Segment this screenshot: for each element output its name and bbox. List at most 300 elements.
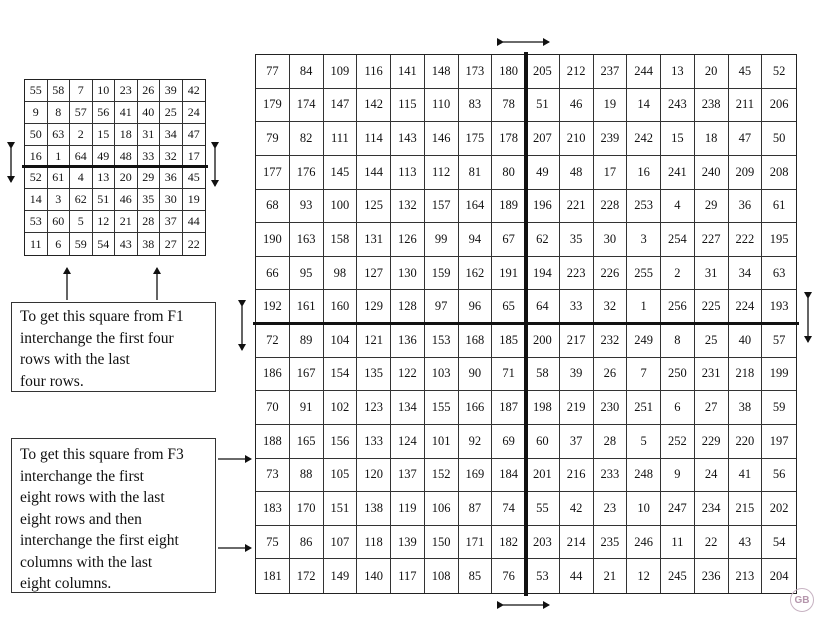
grid-cell: 254 <box>661 223 695 257</box>
grid-cell: 173 <box>459 55 493 89</box>
grid-cell: 187 <box>492 391 526 425</box>
grid-cell: 57 <box>70 102 93 124</box>
grid-cell: 47 <box>183 124 206 146</box>
grid-cell: 1 <box>627 290 661 324</box>
grid-cell: 85 <box>459 559 493 593</box>
grid-cell: 183 <box>256 492 290 526</box>
grid-cell: 89 <box>290 324 324 358</box>
grid-cell: 192 <box>256 290 290 324</box>
grid-cell: 255 <box>627 257 661 291</box>
grid-cell: 53 <box>25 211 48 233</box>
grid-cell: 110 <box>425 89 459 123</box>
grid-cell: 230 <box>594 391 628 425</box>
grid-cell: 7 <box>627 358 661 392</box>
grid-cell: 55 <box>25 80 48 102</box>
grid-cell: 136 <box>391 324 425 358</box>
grid-cell: 9 <box>661 459 695 493</box>
grid-cell: 196 <box>526 190 560 224</box>
grid-cell: 188 <box>256 425 290 459</box>
grid-cell: 123 <box>357 391 391 425</box>
grid-cell: 165 <box>290 425 324 459</box>
grid-cell: 13 <box>661 55 695 89</box>
grid-cell: 178 <box>492 122 526 156</box>
grid-cell: 29 <box>138 168 161 190</box>
grid-cell: 158 <box>324 223 358 257</box>
grid-cell: 14 <box>25 189 48 211</box>
grid-cell: 36 <box>160 168 183 190</box>
grid-cell: 57 <box>762 324 796 358</box>
grid-cell: 124 <box>391 425 425 459</box>
grid-cell: 204 <box>769 568 789 583</box>
grid-cell: 128 <box>391 290 425 324</box>
grid-cell: 102 <box>324 391 358 425</box>
grid-cell: 145 <box>324 156 358 190</box>
grid-cell: 139 <box>391 526 425 560</box>
grid-cell: 7 <box>70 80 93 102</box>
grid-cell: 175 <box>459 122 493 156</box>
grid-cell: 10 <box>627 492 661 526</box>
grid-cell: 184 <box>492 459 526 493</box>
grid-cell: 6 <box>48 233 71 255</box>
grid-cell: 22 <box>695 526 729 560</box>
grid-cell: 52 <box>762 55 796 89</box>
grid-cell: 61 <box>762 190 796 224</box>
grid-cell: 190 <box>256 223 290 257</box>
grid-cell: 37 <box>560 425 594 459</box>
grid-cell: 30 <box>160 189 183 211</box>
grid-cell: 179 <box>256 89 290 123</box>
grid-cell: 60 <box>526 425 560 459</box>
grid-cell: 180 <box>492 55 526 89</box>
grid-cell: 58 <box>48 80 71 102</box>
grid-cell: 82 <box>290 122 324 156</box>
grid-cell: 40 <box>138 102 161 124</box>
grid-cell: 28 <box>594 425 628 459</box>
grid-cell: 16 <box>25 146 48 168</box>
grid-cell: 226 <box>594 257 628 291</box>
grid-cell: 28 <box>138 211 161 233</box>
grid-cell: 135 <box>357 358 391 392</box>
grid-cell: 189 <box>492 190 526 224</box>
grid-cell: 193 <box>762 290 796 324</box>
grid-cell: 62 <box>526 223 560 257</box>
grid-cell: 174 <box>290 89 324 123</box>
grid-cell: 206 <box>762 89 796 123</box>
grid-cell: 19 <box>594 89 628 123</box>
grid-cell: 186 <box>256 358 290 392</box>
grid-cell: 238 <box>695 89 729 123</box>
grid-cell: 236 <box>695 559 729 593</box>
grid-cell: 152 <box>425 459 459 493</box>
grid-cell: 18 <box>695 122 729 156</box>
grid-cell: 45 <box>183 168 206 190</box>
grid-cell: 111 <box>324 122 358 156</box>
grid-cell: 227 <box>695 223 729 257</box>
grid-cell: 63 <box>762 257 796 291</box>
grid-cell: 138 <box>357 492 391 526</box>
grid-cell: 26 <box>594 358 628 392</box>
grid-cell: 23 <box>115 80 138 102</box>
grid-cell: 96 <box>459 290 493 324</box>
grid-cell: 159 <box>425 257 459 291</box>
grid-cell: 91 <box>290 391 324 425</box>
grid-cell: 47 <box>729 122 763 156</box>
grid-cell: 20 <box>115 168 138 190</box>
grid-cell: 87 <box>459 492 493 526</box>
grid-cell: 46 <box>115 189 138 211</box>
grid-cell: 212 <box>560 55 594 89</box>
grid-cell: 5 <box>627 425 661 459</box>
grid-cell: 44 <box>183 211 206 233</box>
grid-cell: 129 <box>357 290 391 324</box>
grid-cell: 194 <box>526 257 560 291</box>
grid-cell: 106 <box>425 492 459 526</box>
grid-cell: 234 <box>695 492 729 526</box>
grid-cell: 16 <box>627 156 661 190</box>
grid-cell: 36 <box>729 190 763 224</box>
grid-cell: 132 <box>391 190 425 224</box>
grid-cell: 33 <box>560 290 594 324</box>
grid-cell: 14 <box>627 89 661 123</box>
grid-cell: 42 <box>183 80 206 102</box>
grid-cell: 95 <box>290 257 324 291</box>
grid-cell: 34 <box>729 257 763 291</box>
grid-cell: 127 <box>357 257 391 291</box>
grid-cell: 56 <box>762 459 796 493</box>
grid-cell: 93 <box>290 190 324 224</box>
grid-cell: 149 <box>324 559 358 593</box>
grid-cell: 249 <box>627 324 661 358</box>
grid-cell: 202 <box>762 492 796 526</box>
grid-cell: 27 <box>695 391 729 425</box>
grid-cell: 24 <box>695 459 729 493</box>
grid-cell: 31 <box>695 257 729 291</box>
grid-cell: 223 <box>560 257 594 291</box>
grid-cell: 208 <box>762 156 796 190</box>
grid-cell: 232 <box>594 324 628 358</box>
grid-cell: 164 <box>459 190 493 224</box>
grid-cell: 118 <box>357 526 391 560</box>
grid-cell: 41 <box>115 102 138 124</box>
grid-cell: 242 <box>627 122 661 156</box>
grid-cell: 59 <box>70 233 93 255</box>
grid-cell: 134 <box>391 391 425 425</box>
grid-cell: 9 <box>25 102 48 124</box>
grid-cell: 99 <box>425 223 459 257</box>
grid-cell: 166 <box>459 391 493 425</box>
grid-cell: 250 <box>661 358 695 392</box>
grid-cell: 48 <box>560 156 594 190</box>
grid-cell: 161 <box>290 290 324 324</box>
grid-cell: 122 <box>391 358 425 392</box>
grid-cell: 163 <box>290 223 324 257</box>
grid-cell: 27 <box>160 233 183 255</box>
grid-cell: 78 <box>492 89 526 123</box>
grid-cell: 38 <box>729 391 763 425</box>
grid-cell: 59 <box>762 391 796 425</box>
note-interchange-rows: To get this square from F1 interchange the first four rows with the last four rows. <box>11 302 216 392</box>
grid-cell: 21 <box>115 211 138 233</box>
grid-cell: 231 <box>695 358 729 392</box>
grid-cell: 215 <box>729 492 763 526</box>
grid-cell: 181 <box>256 559 290 593</box>
grid-cell: 12 <box>627 559 661 593</box>
grid-cell: 119 <box>391 492 425 526</box>
grid-cell: 155 <box>425 391 459 425</box>
grid-cell: 177 <box>256 156 290 190</box>
grid-cell: 112 <box>425 156 459 190</box>
grid-cell: 73 <box>256 459 290 493</box>
grid-cell: 121 <box>357 324 391 358</box>
grid-cell: 203 <box>526 526 560 560</box>
grid-cell: 45 <box>729 55 763 89</box>
grid-cell: 49 <box>93 146 116 168</box>
grid-cell: 151 <box>324 492 358 526</box>
grid-cell: 44 <box>560 559 594 593</box>
grid-cell: 15 <box>661 122 695 156</box>
grid-cell: 221 <box>560 190 594 224</box>
grid-cell: 63 <box>48 124 71 146</box>
grid-cell: 26 <box>138 80 161 102</box>
grid-cell: 209 <box>729 156 763 190</box>
grid-cell: 246 <box>627 526 661 560</box>
grid-cell: 147 <box>324 89 358 123</box>
grid-cell: 41 <box>729 459 763 493</box>
grid-cell: 65 <box>492 290 526 324</box>
grid-cell: 169 <box>459 459 493 493</box>
grid-cell: 201 <box>526 459 560 493</box>
grid-cell: 141 <box>391 55 425 89</box>
big-square-vertical-divider <box>524 52 528 596</box>
grid-cell: 220 <box>729 425 763 459</box>
grid-cell: 23 <box>594 492 628 526</box>
grid-cell: 20 <box>695 55 729 89</box>
grid-cell: 198 <box>526 391 560 425</box>
grid-cell: 11 <box>661 526 695 560</box>
grid-cell: 107 <box>324 526 358 560</box>
grid-cell: 29 <box>695 190 729 224</box>
grid-cell: 256 <box>661 290 695 324</box>
grid-cell: 69 <box>492 425 526 459</box>
grid-cell: 104 <box>324 324 358 358</box>
grid-cell: 54 <box>762 526 796 560</box>
grid-cell: 15 <box>93 124 116 146</box>
grid-cell: 171 <box>459 526 493 560</box>
grid-cell: 5 <box>70 211 93 233</box>
grid-cell: 66 <box>256 257 290 291</box>
grid-cell: 170 <box>290 492 324 526</box>
grid-cell: 83 <box>459 89 493 123</box>
grid-cell: 24 <box>183 102 206 124</box>
grid-cell: 79 <box>256 122 290 156</box>
grid-cell: 17 <box>594 156 628 190</box>
grid-cell: 39 <box>160 80 183 102</box>
grid-cell: 148 <box>425 55 459 89</box>
grid-cell: 247 <box>661 492 695 526</box>
grid-cell: 58 <box>526 358 560 392</box>
grid-cell: 241 <box>661 156 695 190</box>
grid-cell: 50 <box>762 122 796 156</box>
grid-cell: 10 <box>93 80 116 102</box>
grid-cell: 61 <box>48 168 71 190</box>
grid-cell: 133 <box>357 425 391 459</box>
grid-cell: 43 <box>729 526 763 560</box>
grid-cell: 109 <box>324 55 358 89</box>
grid-cell: 117 <box>391 559 425 593</box>
grid-cell: 51 <box>93 189 116 211</box>
grid-cell: 210 <box>560 122 594 156</box>
grid-cell: 253 <box>627 190 661 224</box>
grid-cell: 195 <box>762 223 796 257</box>
grid-cell: 12 <box>93 211 116 233</box>
grid-cell: 160 <box>324 290 358 324</box>
grid-cell: 251 <box>627 391 661 425</box>
grid-cell: 1 <box>48 146 71 168</box>
grid-cell: 75 <box>256 526 290 560</box>
grid-cell: 80 <box>492 156 526 190</box>
grid-cell: 105 <box>324 459 358 493</box>
grid-cell: 199 <box>762 358 796 392</box>
grid-cell: 237 <box>594 55 628 89</box>
grid-cell: 72 <box>256 324 290 358</box>
grid-cell: 42 <box>560 492 594 526</box>
grid-cell: 8 <box>661 324 695 358</box>
grid-cell: 144 <box>357 156 391 190</box>
grid-cell: 225 <box>695 290 729 324</box>
grid-cell: 39 <box>560 358 594 392</box>
grid-cell: 214 <box>560 526 594 560</box>
grid-cell: 101 <box>425 425 459 459</box>
grid-cell: 38 <box>138 233 161 255</box>
grid-cell: 162 <box>459 257 493 291</box>
grid-cell: 33 <box>138 146 161 168</box>
grid-cell: 200 <box>526 324 560 358</box>
grid-cell: 219 <box>560 391 594 425</box>
grid-cell: 213 <box>729 559 763 593</box>
grid-cell: 216 <box>560 459 594 493</box>
grid-cell: 34 <box>160 124 183 146</box>
note-interchange-rows-and-columns: To get this square from F3 interchange the first eight rows with the last eight rows and then interchange the first eight columns with the last eight columns. <box>11 438 216 593</box>
grid-cell: 143 <box>391 122 425 156</box>
grid-cell: 185 <box>492 324 526 358</box>
grid-cell: 71 <box>492 358 526 392</box>
grid-cell: 113 <box>391 156 425 190</box>
grid-cell: 108 <box>425 559 459 593</box>
grid-cell: 70 <box>256 391 290 425</box>
grid-cell: 74 <box>492 492 526 526</box>
grid-cell: 146 <box>425 122 459 156</box>
grid-cell: 191 <box>492 257 526 291</box>
grid-cell: 2 <box>661 257 695 291</box>
grid-cell: 21 <box>594 559 628 593</box>
grid-cell: 207 <box>526 122 560 156</box>
grid-cell: 239 <box>594 122 628 156</box>
grid-cell: 51 <box>526 89 560 123</box>
grid-cell: 25 <box>695 324 729 358</box>
grid-cell: 62 <box>70 189 93 211</box>
grid-cell: 37 <box>160 211 183 233</box>
grid-cell: 197 <box>762 425 796 459</box>
grid-cell: 32 <box>594 290 628 324</box>
grid-cell: 3 <box>48 189 71 211</box>
grid-cell: 31 <box>138 124 161 146</box>
grid-cell: 56 <box>93 102 116 124</box>
grid-cell: 64 <box>70 146 93 168</box>
grid-cell: 50 <box>25 124 48 146</box>
grid-cell: 52 <box>25 168 48 190</box>
grid-cell: 218 <box>729 358 763 392</box>
grid-cell: 167 <box>290 358 324 392</box>
grid-cell: 13 <box>93 168 116 190</box>
grid-cell: 222 <box>729 223 763 257</box>
grid-cell: 150 <box>425 526 459 560</box>
grid-cell: 130 <box>391 257 425 291</box>
grid-cell: 217 <box>560 324 594 358</box>
small-square-divider <box>22 165 208 168</box>
grid-cell: 32 <box>160 146 183 168</box>
grid-cell: 126 <box>391 223 425 257</box>
grid-cell: 98 <box>324 257 358 291</box>
grid-cell: 116 <box>357 55 391 89</box>
watermark-logo: GB <box>790 588 814 612</box>
grid-cell: 157 <box>425 190 459 224</box>
grid-cell: 172 <box>290 559 324 593</box>
grid-cell: 153 <box>425 324 459 358</box>
grid-cell: 103 <box>425 358 459 392</box>
grid-cell: 176 <box>290 156 324 190</box>
grid-cell: 168 <box>459 324 493 358</box>
grid-cell: 137 <box>391 459 425 493</box>
grid-cell: 240 <box>695 156 729 190</box>
grid-cell: 84 <box>290 55 324 89</box>
grid-cell: 94 <box>459 223 493 257</box>
grid-cell: 54 <box>93 233 116 255</box>
grid-cell: 3 <box>627 223 661 257</box>
grid-cell: 6 <box>661 391 695 425</box>
grid-cell: 4 <box>661 190 695 224</box>
grid-cell: 156 <box>324 425 358 459</box>
grid-cell: 35 <box>138 189 161 211</box>
grid-cell: 35 <box>560 223 594 257</box>
grid-cell: 229 <box>695 425 729 459</box>
grid-cell: 2 <box>70 124 93 146</box>
grid-cell: 92 <box>459 425 493 459</box>
grid-cell: 17 <box>183 146 206 168</box>
grid-cell: 19 <box>183 189 206 211</box>
grid-cell: 244 <box>627 55 661 89</box>
grid-cell: 55 <box>526 492 560 526</box>
grid-cell: 67 <box>492 223 526 257</box>
grid-cell: 97 <box>425 290 459 324</box>
grid-cell: 243 <box>661 89 695 123</box>
grid-cell: 77 <box>256 55 290 89</box>
grid-cell: 46 <box>560 89 594 123</box>
grid-cell: 64 <box>526 290 560 324</box>
grid-cell: 25 <box>160 102 183 124</box>
grid-cell: 182 <box>492 526 526 560</box>
grid-cell: 235 <box>594 526 628 560</box>
grid-cell: 76 <box>492 559 526 593</box>
grid-cell: 18 <box>115 124 138 146</box>
grid-cell: 228 <box>594 190 628 224</box>
grid-cell: 154 <box>324 358 358 392</box>
grid-cell: 233 <box>594 459 628 493</box>
grid-cell: 53 <box>526 559 560 593</box>
grid-cell: 142 <box>357 89 391 123</box>
grid-cell: 100 <box>324 190 358 224</box>
grid-cell: 11 <box>25 233 48 255</box>
grid-cell: 140 <box>357 559 391 593</box>
